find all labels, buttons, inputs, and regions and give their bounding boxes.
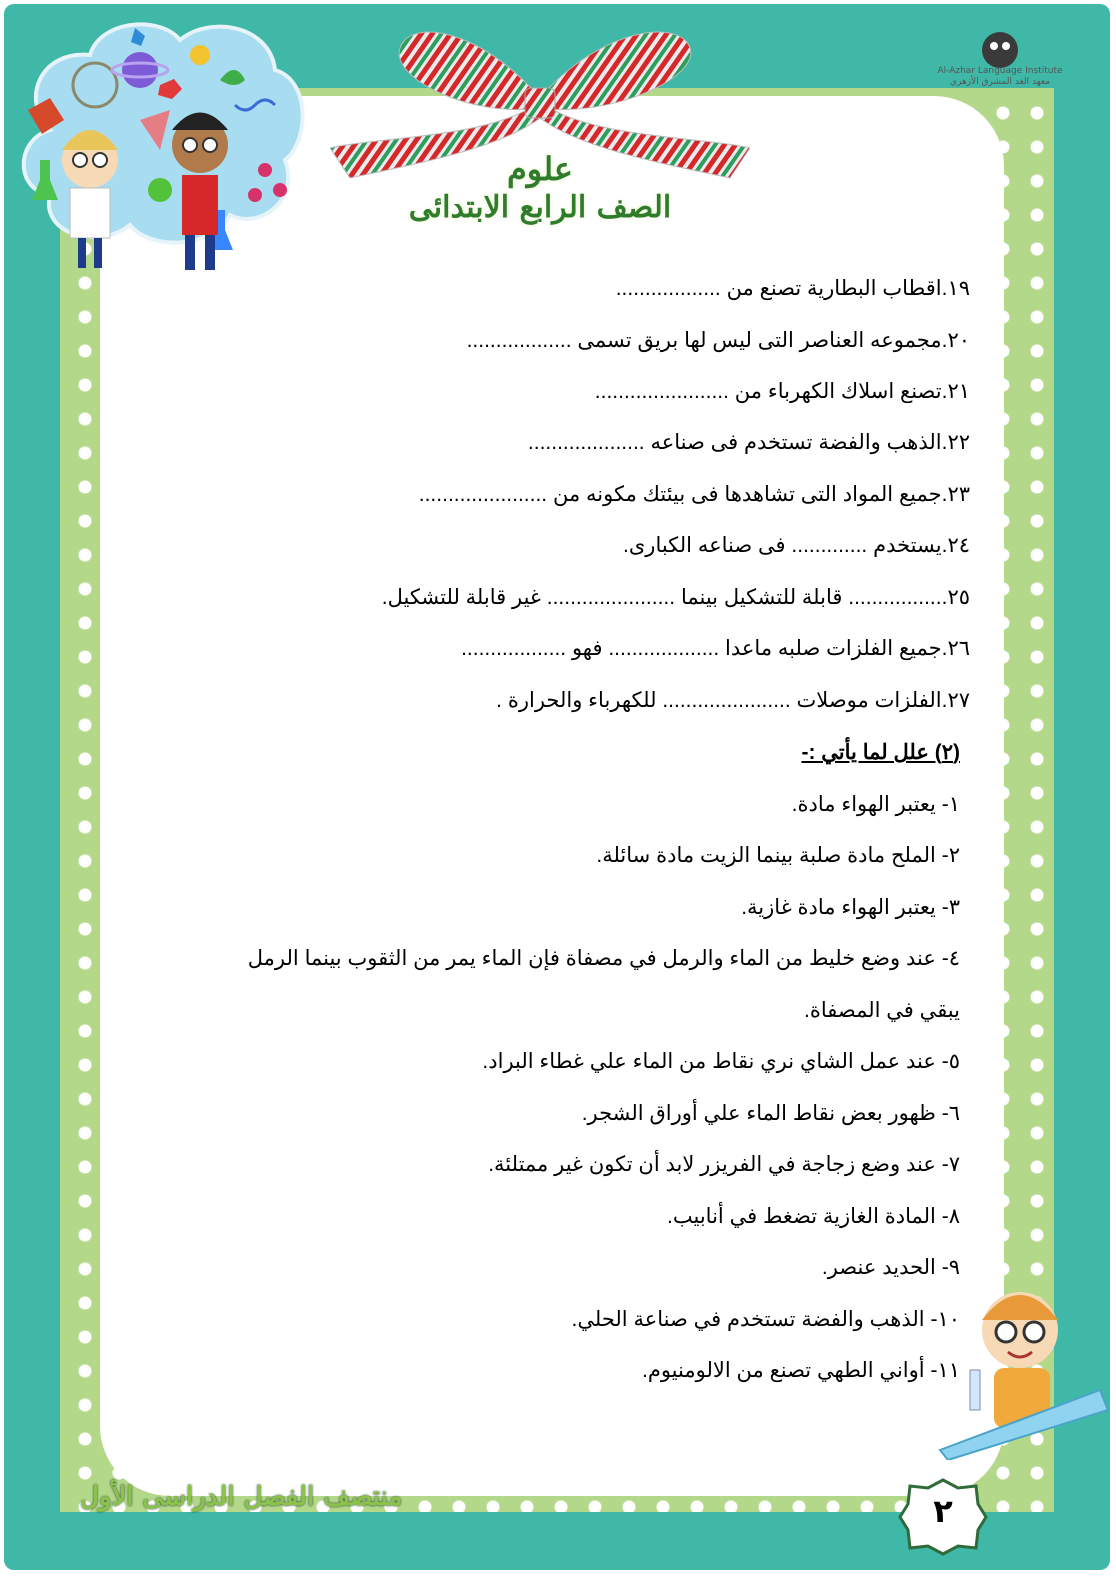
- logo-caption: [930, 66, 1070, 88]
- question-27: ٢٧.الفلزات موصلات ...................... للكهرباء والحرارة .: [496, 689, 970, 712]
- molecule-icon: [248, 188, 262, 202]
- reason-10: ١٠- الذهب والفضة تستخدم في صناعة الحلي.: [571, 1308, 960, 1331]
- question-19: ١٩.اقطاب البطارية تصنع من ..................: [615, 277, 970, 300]
- reason-8: ٨- المادة الغازية تضغط في أنابيب.: [667, 1205, 960, 1228]
- reason-4: ٤- عند وضع خليط من الماء والرمل في مصفاة فإن الماء يمر من الثقوب بينما الرمل: [247, 947, 960, 970]
- subject-title: علوم: [506, 150, 574, 188]
- logo-line-english: Al-Azhar Language Institute: [937, 66, 1063, 76]
- reason-9: ٩- الحديد عنصر.: [821, 1256, 960, 1279]
- reason-6: ٦- ظهور بعض نقاط الماء علي أوراق الشجر.: [581, 1102, 960, 1125]
- question-21: ٢١.تصنع اسلاك الكهرباء من .......................: [594, 380, 970, 403]
- reason-1: ١- يعتبر الهواء مادة.: [791, 793, 960, 816]
- reason-7: ٧- عند وضع زجاجة في الفريزر لابد أن تكون غير ممتلئة.: [488, 1153, 960, 1176]
- scroll-decoration: [930, 1380, 1110, 1460]
- reason-5: ٥- عند عمل الشاي نري نقاط من الماء علي غطاء البراد.: [482, 1050, 960, 1073]
- germ-icon: [148, 178, 172, 202]
- question-24: ٢٤.يستخدم ............. فى صناعه الكبارى.: [623, 534, 970, 557]
- question-26: ٢٦.جميع الفلزات صلبه ماعدا ................... فهو ..................: [461, 637, 970, 660]
- question-22: ٢٢.الذهب والفضة تستخدم فى صناعه ....................: [527, 431, 970, 454]
- planet-icon: [122, 52, 158, 88]
- page-number: ٢: [933, 1492, 953, 1530]
- question-23: ٢٣.جميع المواد التى تشاهدها فى بيئتك مكونه من ......................: [418, 483, 970, 506]
- grade-title: الصف الرابع الابتدائى: [408, 190, 672, 225]
- question-20: ٢٠.مجموعه العناصر التى ليس لها بريق تسمى ..................: [466, 329, 970, 352]
- logo-line-arabic: معهد الغد المشرق الأزهري: [949, 77, 1051, 87]
- section-heading-reasons: (٢) علل لما يأتي :-: [801, 741, 960, 764]
- sun-icon: [190, 45, 210, 65]
- science-kids-illustration: [10, 10, 310, 280]
- reason-3: ٣- يعتبر الهواء مادة غازية.: [741, 896, 960, 919]
- question-25: ٢٥................. قابلة للتشكيل بينما ...................... غير قابلة للتشكيل.: [381, 586, 970, 609]
- footer-term-label: منتصف الفصل الدراسى الأول: [80, 1482, 403, 1512]
- reason-11: ١١- أواني الطهي تصنع من الالومنيوم.: [642, 1359, 960, 1382]
- reason-2: ٢- الملح مادة صلبة بينما الزيت مادة سائلة.: [596, 844, 960, 867]
- reason-4-continued: يبقي في المصفاة.: [804, 999, 960, 1022]
